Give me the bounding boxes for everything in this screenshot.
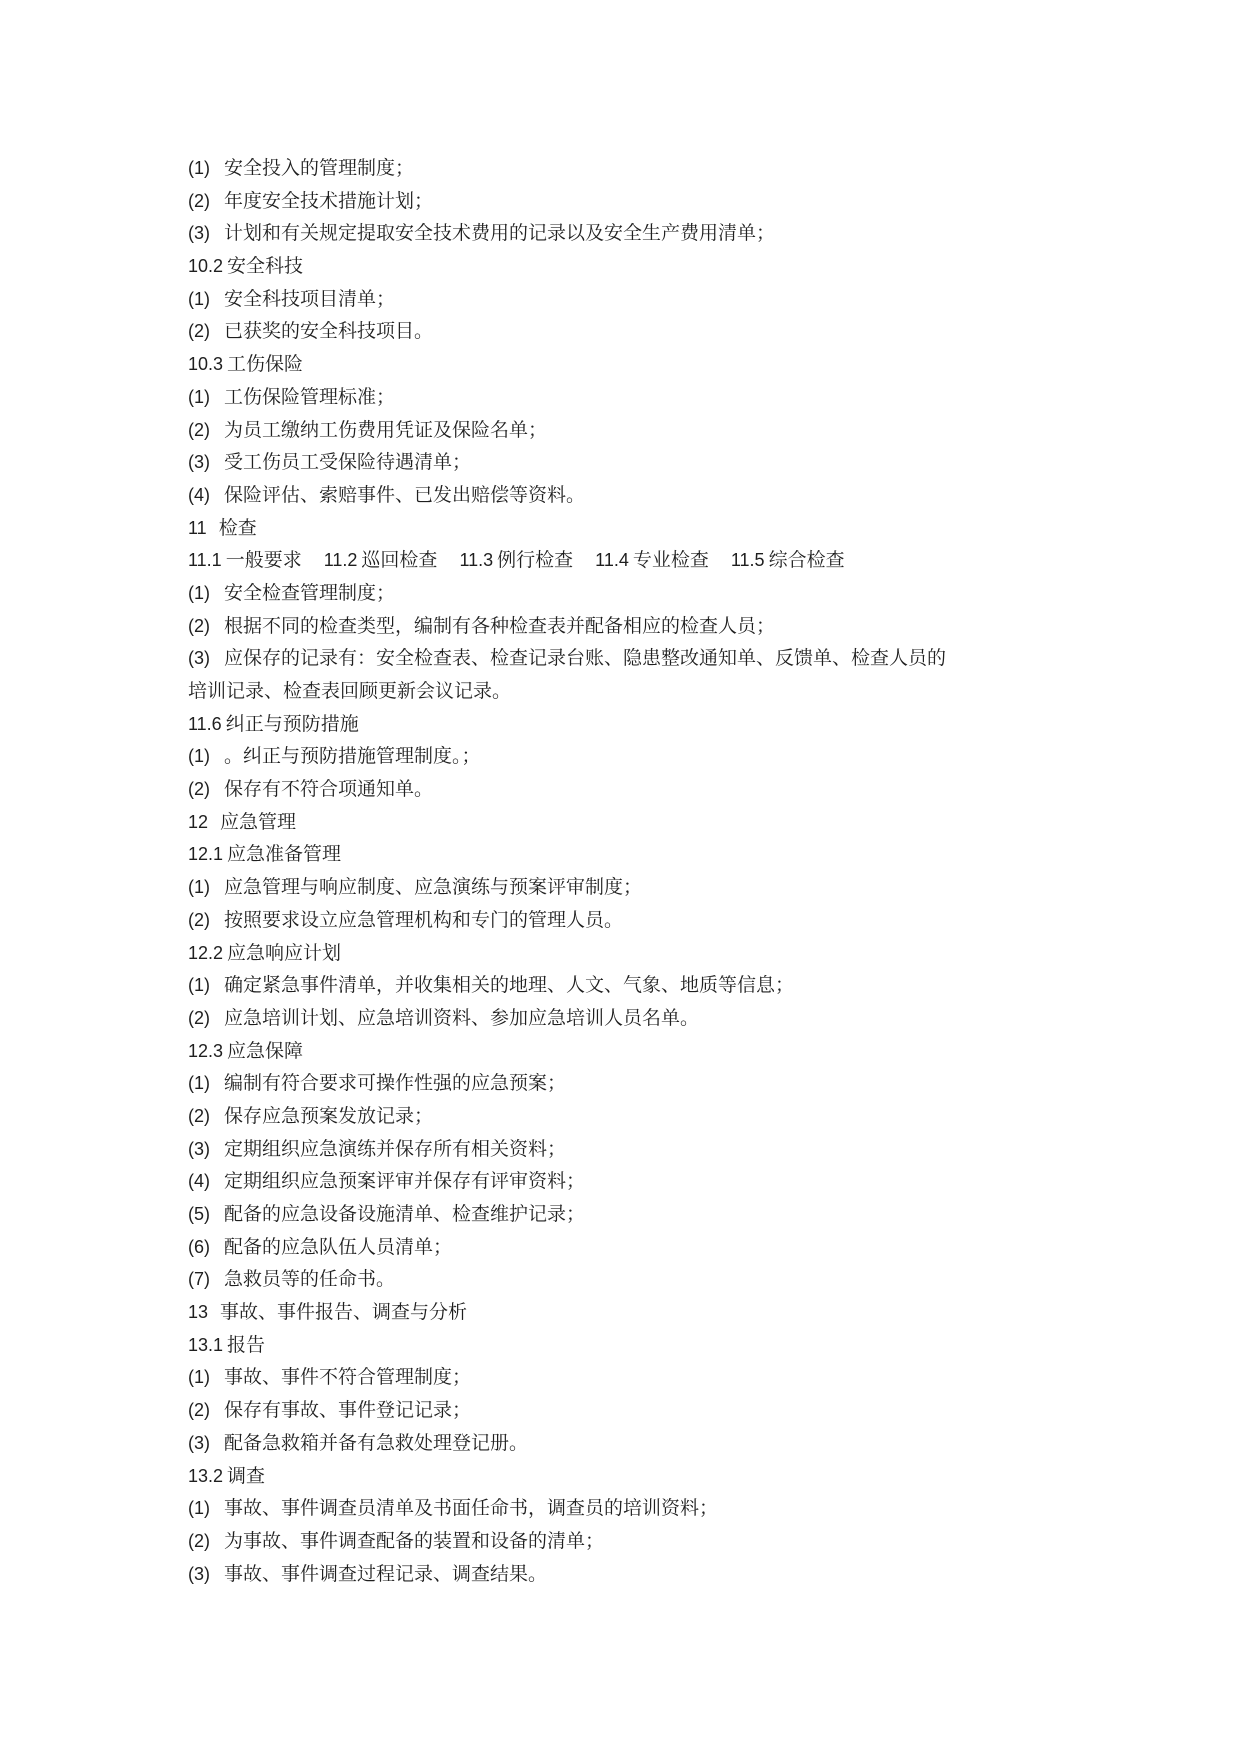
item-text: 已获奖的安全科技项目。 (224, 320, 434, 343)
item-number: (3) (188, 648, 210, 669)
list-item (188, 446, 1088, 479)
item-number: (1) (188, 746, 210, 767)
list-item (188, 217, 1088, 250)
item-number: (2) (188, 1400, 210, 1421)
section-number: 10.3 (188, 354, 224, 375)
list-item (188, 610, 1088, 643)
section-number: 12 (188, 811, 209, 832)
section-heading (188, 838, 1088, 871)
item-number: (2) (188, 615, 210, 636)
section-title: 应急响应计划 (227, 941, 342, 964)
item-text: 为员工缴纳工伤费用凭证及保险名单； (224, 418, 548, 441)
item-text: 定期组织应急预案评审并保存有评审资料； (224, 1170, 586, 1193)
list-item (188, 283, 1088, 316)
section-heading (188, 549, 302, 571)
item-number: (2) (188, 1007, 210, 1028)
item-number: (1) (188, 975, 210, 996)
item-number: (5) (188, 1204, 210, 1224)
item-number: (7) (188, 1269, 210, 1290)
item-text: 保存有事故、事件登记记录； (224, 1399, 472, 1422)
list-item (188, 414, 1088, 447)
section-title: 专业检查 (632, 549, 709, 572)
section-number: 11.3 (459, 550, 494, 571)
list-item (188, 642, 1088, 675)
section-title: 调查 (227, 1464, 266, 1487)
item-text: 安全检查管理制度； (224, 581, 396, 604)
list-item (188, 871, 1088, 904)
item-text: 确定紧急事件清单，并收集相关的地理、人文、气象、地质等信息； (224, 974, 795, 997)
item-number: (2) (188, 909, 210, 930)
item-number: (1) (188, 877, 210, 898)
item-text: 编制有符合要求可操作性强的应急预案； (224, 1072, 567, 1095)
item-number: (1) (188, 158, 210, 178)
item-number: (2) (188, 190, 210, 211)
item-number: (2) (188, 419, 210, 440)
item-text: 保存有不符合项通知单。 (224, 778, 434, 801)
list-item (188, 1394, 1088, 1427)
section-title: 检查 (218, 516, 257, 539)
item-number: (4) (188, 484, 210, 505)
section-heading (188, 250, 1088, 283)
section-number: 13.2 (188, 1465, 224, 1486)
item-text: 安全科技项目清单； (224, 287, 396, 310)
section-heading (188, 1460, 1088, 1493)
section-heading (188, 512, 1088, 545)
section-title: 巡回检查 (361, 549, 438, 572)
item-number: (2) (188, 321, 210, 342)
item-text: 工伤保险管理标准； (224, 385, 396, 408)
section-title: 纠正与预防措施 (225, 712, 359, 735)
item-text: 事故、事件不符合管理制度； (224, 1366, 472, 1389)
section-title: 工伤保险 (227, 353, 304, 376)
list-item (188, 1525, 1088, 1558)
item-number: (3) (188, 452, 210, 473)
item-number: (4) (188, 1171, 210, 1192)
list-item (188, 740, 1088, 773)
section-title: 应急管理 (220, 810, 297, 833)
item-text: 事故、事件调查员清单及书面任命书，调查员的培训资料； (224, 1497, 719, 1520)
list-item (188, 1558, 1088, 1591)
item-text: 培训记录、检查表回顾更新会议记录。 (188, 680, 512, 702)
item-number: (1) (188, 1073, 210, 1094)
item-text: 应保存的记录有：安全检查表、检查记录台账、隐患整改通知单、反馈单、检查人员的 (224, 647, 947, 670)
item-text: 应急培训计划、应急培训资料、参加应急培训人员名单。 (224, 1006, 700, 1029)
section-heading (188, 1329, 1088, 1362)
document-body (188, 152, 1088, 1590)
section-heading (459, 549, 573, 571)
section-title: 报告 (227, 1333, 266, 1356)
section-heading (188, 348, 1088, 381)
item-number: (1) (188, 386, 210, 407)
section-title: 应急准备管理 (227, 843, 342, 866)
item-text: 受工伤员工受保险待遇清单； (224, 451, 472, 474)
item-text: 定期组织应急演练并保存所有相关资料； (224, 1137, 567, 1160)
list-item (188, 1492, 1088, 1525)
list-item (188, 1198, 1088, 1231)
section-title: 事故、事件报告、调查与分析 (220, 1301, 468, 1324)
item-number: (2) (188, 1530, 210, 1551)
item-text: 安全投入的管理制度； (224, 157, 415, 179)
section-heading (731, 549, 845, 571)
section-number: 10.2 (188, 256, 224, 277)
item-text: 。纠正与预防措施管理制度。； (224, 745, 481, 768)
item-number: (1) (188, 1498, 210, 1519)
item-text: 为事故、事件调查配备的装置和设备的清单； (224, 1529, 605, 1552)
list-item (188, 1067, 1088, 1100)
section-number: 11.2 (323, 550, 358, 571)
item-number: (1) (188, 288, 210, 309)
inline-section-headings (188, 544, 1088, 577)
list-item (188, 904, 1088, 937)
list-item (188, 152, 1088, 185)
item-number: (2) (188, 1105, 210, 1126)
section-heading (324, 549, 438, 571)
list-item (188, 185, 1088, 218)
item-text: 事故、事件调查过程记录、调查结果。 (224, 1562, 548, 1585)
section-heading (188, 1035, 1088, 1068)
list-item (188, 1231, 1088, 1264)
item-text: 年度安全技术措施计划； (224, 189, 434, 212)
section-title: 综合检查 (768, 549, 845, 572)
item-text: 保存应急预案发放记录； (224, 1104, 434, 1127)
section-heading (188, 1296, 1088, 1329)
item-text: 保险评估、索赔事件、已发出赔偿等资料。 (224, 483, 586, 506)
section-title: 安全科技 (227, 255, 304, 278)
section-heading (188, 806, 1088, 839)
item-text: 急救员等的任命书。 (224, 1268, 396, 1291)
item-number: (2) (188, 779, 210, 800)
item-text: 计划和有关规定提取安全技术费用的记录以及安全生产费用清单； (224, 222, 776, 245)
list-item (188, 1100, 1088, 1133)
section-number: 12.3 (188, 1040, 224, 1061)
item-text: 配备急救箱并备有急救处理登记册。 (224, 1431, 529, 1454)
item-text: 按照要求设立应急管理机构和专门的管理人员。 (224, 908, 624, 931)
item-number: (3) (188, 1138, 210, 1159)
list-item (188, 577, 1088, 610)
section-number: 12.1 (188, 844, 224, 865)
section-heading (188, 937, 1088, 970)
section-number: 11.6 (188, 713, 222, 734)
item-number: (3) (188, 1432, 210, 1453)
section-title: 一般要求 (225, 549, 302, 572)
section-heading (188, 708, 1088, 741)
item-number: (6) (188, 1236, 210, 1257)
section-number: 13 (188, 1302, 209, 1323)
section-number: 11.5 (730, 550, 765, 571)
item-number: (1) (188, 1367, 210, 1388)
section-number: 13.1 (188, 1334, 224, 1355)
continuation-line (188, 675, 1088, 708)
item-number: (1) (188, 582, 210, 603)
list-item (188, 773, 1088, 806)
section-number: 11.4 (595, 550, 629, 571)
list-item (188, 479, 1088, 512)
section-number: 11 (188, 517, 207, 538)
list-item (188, 1133, 1088, 1166)
list-item (188, 315, 1088, 348)
section-title: 应急保障 (227, 1039, 304, 1062)
item-text: 根据不同的检查类型，编制有各种检查表并配备相应的检查人员； (224, 614, 776, 637)
list-item (188, 1361, 1088, 1394)
list-item (188, 381, 1088, 414)
item-number: (3) (188, 1563, 210, 1584)
section-number: 12.2 (188, 942, 224, 963)
list-item (188, 1165, 1088, 1198)
list-item (188, 1427, 1088, 1460)
list-item (188, 1002, 1088, 1035)
item-text: 配备的应急设备设施清单、检查维护记录； (224, 1203, 586, 1225)
item-text: 应急管理与响应制度、应急演练与预案评审制度； (224, 876, 643, 899)
list-item (188, 969, 1088, 1002)
item-text: 配备的应急队伍人员清单； (224, 1235, 453, 1258)
item-number: (3) (188, 223, 210, 244)
section-title: 例行检查 (497, 549, 574, 572)
section-heading (595, 549, 709, 571)
list-item (188, 1263, 1088, 1296)
section-number: 11.1 (188, 550, 222, 571)
